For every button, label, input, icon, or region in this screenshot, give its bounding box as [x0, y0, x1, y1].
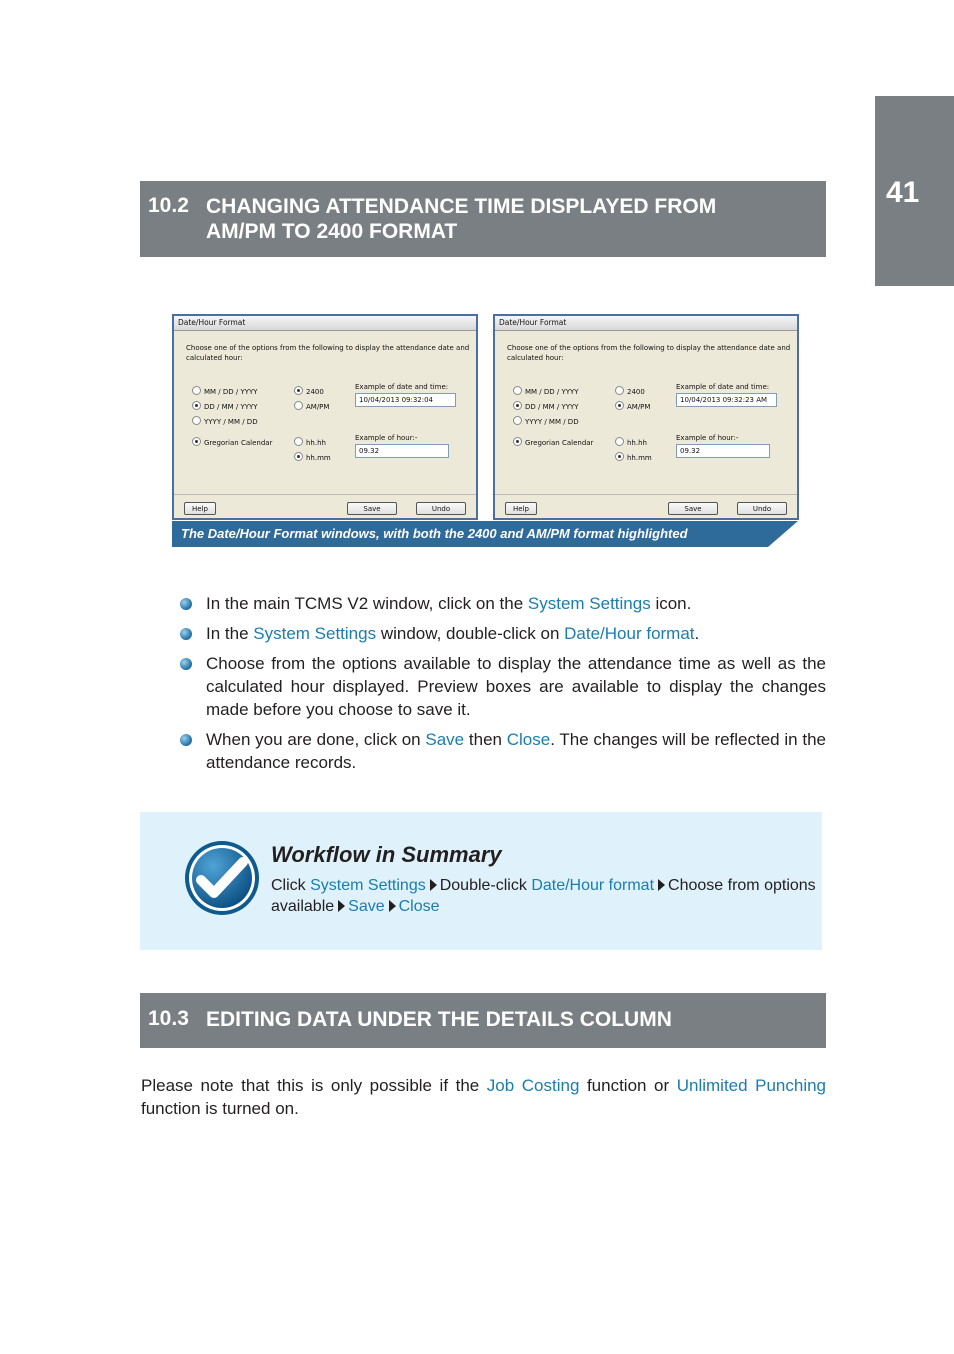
save-ref: Save	[348, 898, 385, 915]
radio-hh-hh[interactable]: hh.hh	[294, 437, 326, 448]
arrow-right-icon	[430, 879, 437, 891]
job-costing-ref: Job Costing	[486, 1076, 580, 1095]
radio-icon	[294, 401, 303, 410]
system-settings-ref: System Settings	[253, 624, 377, 643]
radio-mm-dd-yyyy[interactable]: MM / DD / YYYY	[192, 386, 258, 397]
arrow-right-icon	[338, 900, 345, 912]
example-hour-field: 09.32	[355, 444, 449, 458]
system-settings-ref: System Settings	[527, 594, 651, 613]
list-item: Choose from the options available to display the attendance time as well as the calculated hour displayed. Preview boxes are available to display the changes made before you choose to save it.	[180, 652, 826, 721]
example-date-field: 10/04/2013 09:32:23 AM	[676, 393, 777, 407]
radio-icon	[615, 401, 624, 410]
radio-icon	[615, 386, 624, 395]
example-date-field: 10/04/2013 09:32:04	[355, 393, 456, 407]
radio-dd-mm-yyyy[interactable]: DD / MM / YYYY	[192, 401, 258, 412]
radio-icon	[513, 437, 522, 446]
checkmark-icon	[184, 840, 260, 916]
help-button[interactable]: Help	[184, 502, 216, 515]
example-hour-label: Example of hour:-	[355, 434, 418, 442]
section-number: 10.3	[148, 1007, 189, 1030]
bullet-icon	[180, 734, 192, 746]
radio-icon	[192, 401, 201, 410]
dialog-intro: Choose one of the options from the following to display the attendance date and calculated hour:	[186, 344, 470, 362]
example-hour-label: Example of hour:-	[676, 434, 739, 442]
summary-title: Workflow in Summary	[271, 842, 502, 867]
radio-icon	[294, 452, 303, 461]
section-number: 10.2	[148, 194, 189, 217]
body-paragraph: Please note that this is only possible if the Job Costing function or Unlimited Punching function is turned on.	[141, 1076, 827, 1118]
radio-mm-dd-yyyy[interactable]: MM / DD / YYYY	[513, 386, 579, 397]
figure-caption: The Date/Hour Format windows, with both the 2400 and AM/PM format highlighted	[181, 526, 688, 541]
unlimited-punching-ref: Unlimited Punching	[676, 1076, 827, 1095]
radio-icon	[192, 386, 201, 395]
divider	[495, 494, 797, 495]
close-ref: Close	[506, 730, 551, 749]
undo-button[interactable]: Undo	[416, 502, 466, 515]
radio-yyyy-mm-dd[interactable]: YYYY / MM / DD	[192, 416, 258, 427]
radio-icon	[513, 401, 522, 410]
radio-icon	[192, 416, 201, 425]
example-date-label: Example of date and time:	[355, 383, 449, 391]
summary-text: Click System Settings Double-click Date/Hour format Choose from options available Save Close	[271, 877, 816, 915]
list-item: In the System Settings window, double-click on Date/Hour format.	[180, 622, 826, 645]
radio-ampm[interactable]: AM/PM	[294, 401, 329, 412]
system-settings-ref: System Settings	[310, 877, 426, 894]
dialog-title: Date/Hour Format	[174, 316, 476, 331]
radio-icon	[615, 437, 624, 446]
date-hour-format-dialog-2400	[172, 314, 478, 520]
section-title-line2: AM/PM TO 2400 FORMAT	[206, 220, 458, 243]
radio-hh-hh[interactable]: hh.hh	[615, 437, 647, 448]
radio-icon	[294, 437, 303, 446]
example-hour-field: 09.32	[676, 444, 770, 458]
section-title: EDITING DATA UNDER THE DETAILS COLUMN	[206, 1008, 672, 1031]
date-hour-format-dialog-ampm	[493, 314, 799, 520]
radio-yyyy-mm-dd[interactable]: YYYY / MM / DD	[513, 416, 579, 427]
radio-ampm[interactable]: AM/PM	[615, 401, 650, 412]
bullet-icon	[180, 658, 192, 670]
radio-hh-mm[interactable]: hh.mm	[294, 452, 331, 463]
radio-2400[interactable]: 2400	[615, 386, 645, 397]
save-button[interactable]: Save	[668, 502, 718, 515]
section-10-2-header	[140, 181, 826, 257]
save-button[interactable]: Save	[347, 502, 397, 515]
dialog-intro: Choose one of the options from the following to display the attendance date and calculated hour:	[507, 344, 791, 362]
radio-gregorian-calendar[interactable]: Gregorian Calendar	[513, 437, 593, 448]
section-10-3-header	[140, 993, 826, 1048]
radio-icon	[513, 416, 522, 425]
example-date-label: Example of date and time:	[676, 383, 770, 391]
date-hour-format-ref: Date/Hour format	[531, 877, 655, 894]
page-number: 41	[886, 176, 920, 209]
undo-button[interactable]: Undo	[737, 502, 787, 515]
arrow-right-icon	[658, 879, 665, 891]
close-ref: Close	[398, 898, 440, 915]
radio-dd-mm-yyyy[interactable]: DD / MM / YYYY	[513, 401, 579, 412]
help-button[interactable]: Help	[505, 502, 537, 515]
radio-hh-mm[interactable]: hh.mm	[615, 452, 652, 463]
radio-icon	[192, 437, 201, 446]
list-item: When you are done, click on Save then Close. The changes will be reflected in the attendance records.	[180, 728, 826, 774]
instruction-list	[180, 592, 826, 781]
section-title-line1: CHANGING ATTENDANCE TIME DISPLAYED FROM	[206, 195, 717, 218]
bullet-icon	[180, 628, 192, 640]
save-ref: Save	[425, 730, 465, 749]
radio-icon	[294, 386, 303, 395]
radio-2400[interactable]: 2400	[294, 386, 324, 397]
radio-gregorian-calendar[interactable]: Gregorian Calendar	[192, 437, 272, 448]
date-hour-format-ref: Date/Hour format	[564, 624, 695, 643]
arrow-right-icon	[389, 900, 396, 912]
divider	[174, 494, 476, 495]
list-item: In the main TCMS V2 window, click on the System Settings icon.	[180, 592, 826, 615]
bullet-icon	[180, 598, 192, 610]
dialog-title: Date/Hour Format	[495, 316, 797, 331]
radio-icon	[513, 386, 522, 395]
radio-icon	[615, 452, 624, 461]
